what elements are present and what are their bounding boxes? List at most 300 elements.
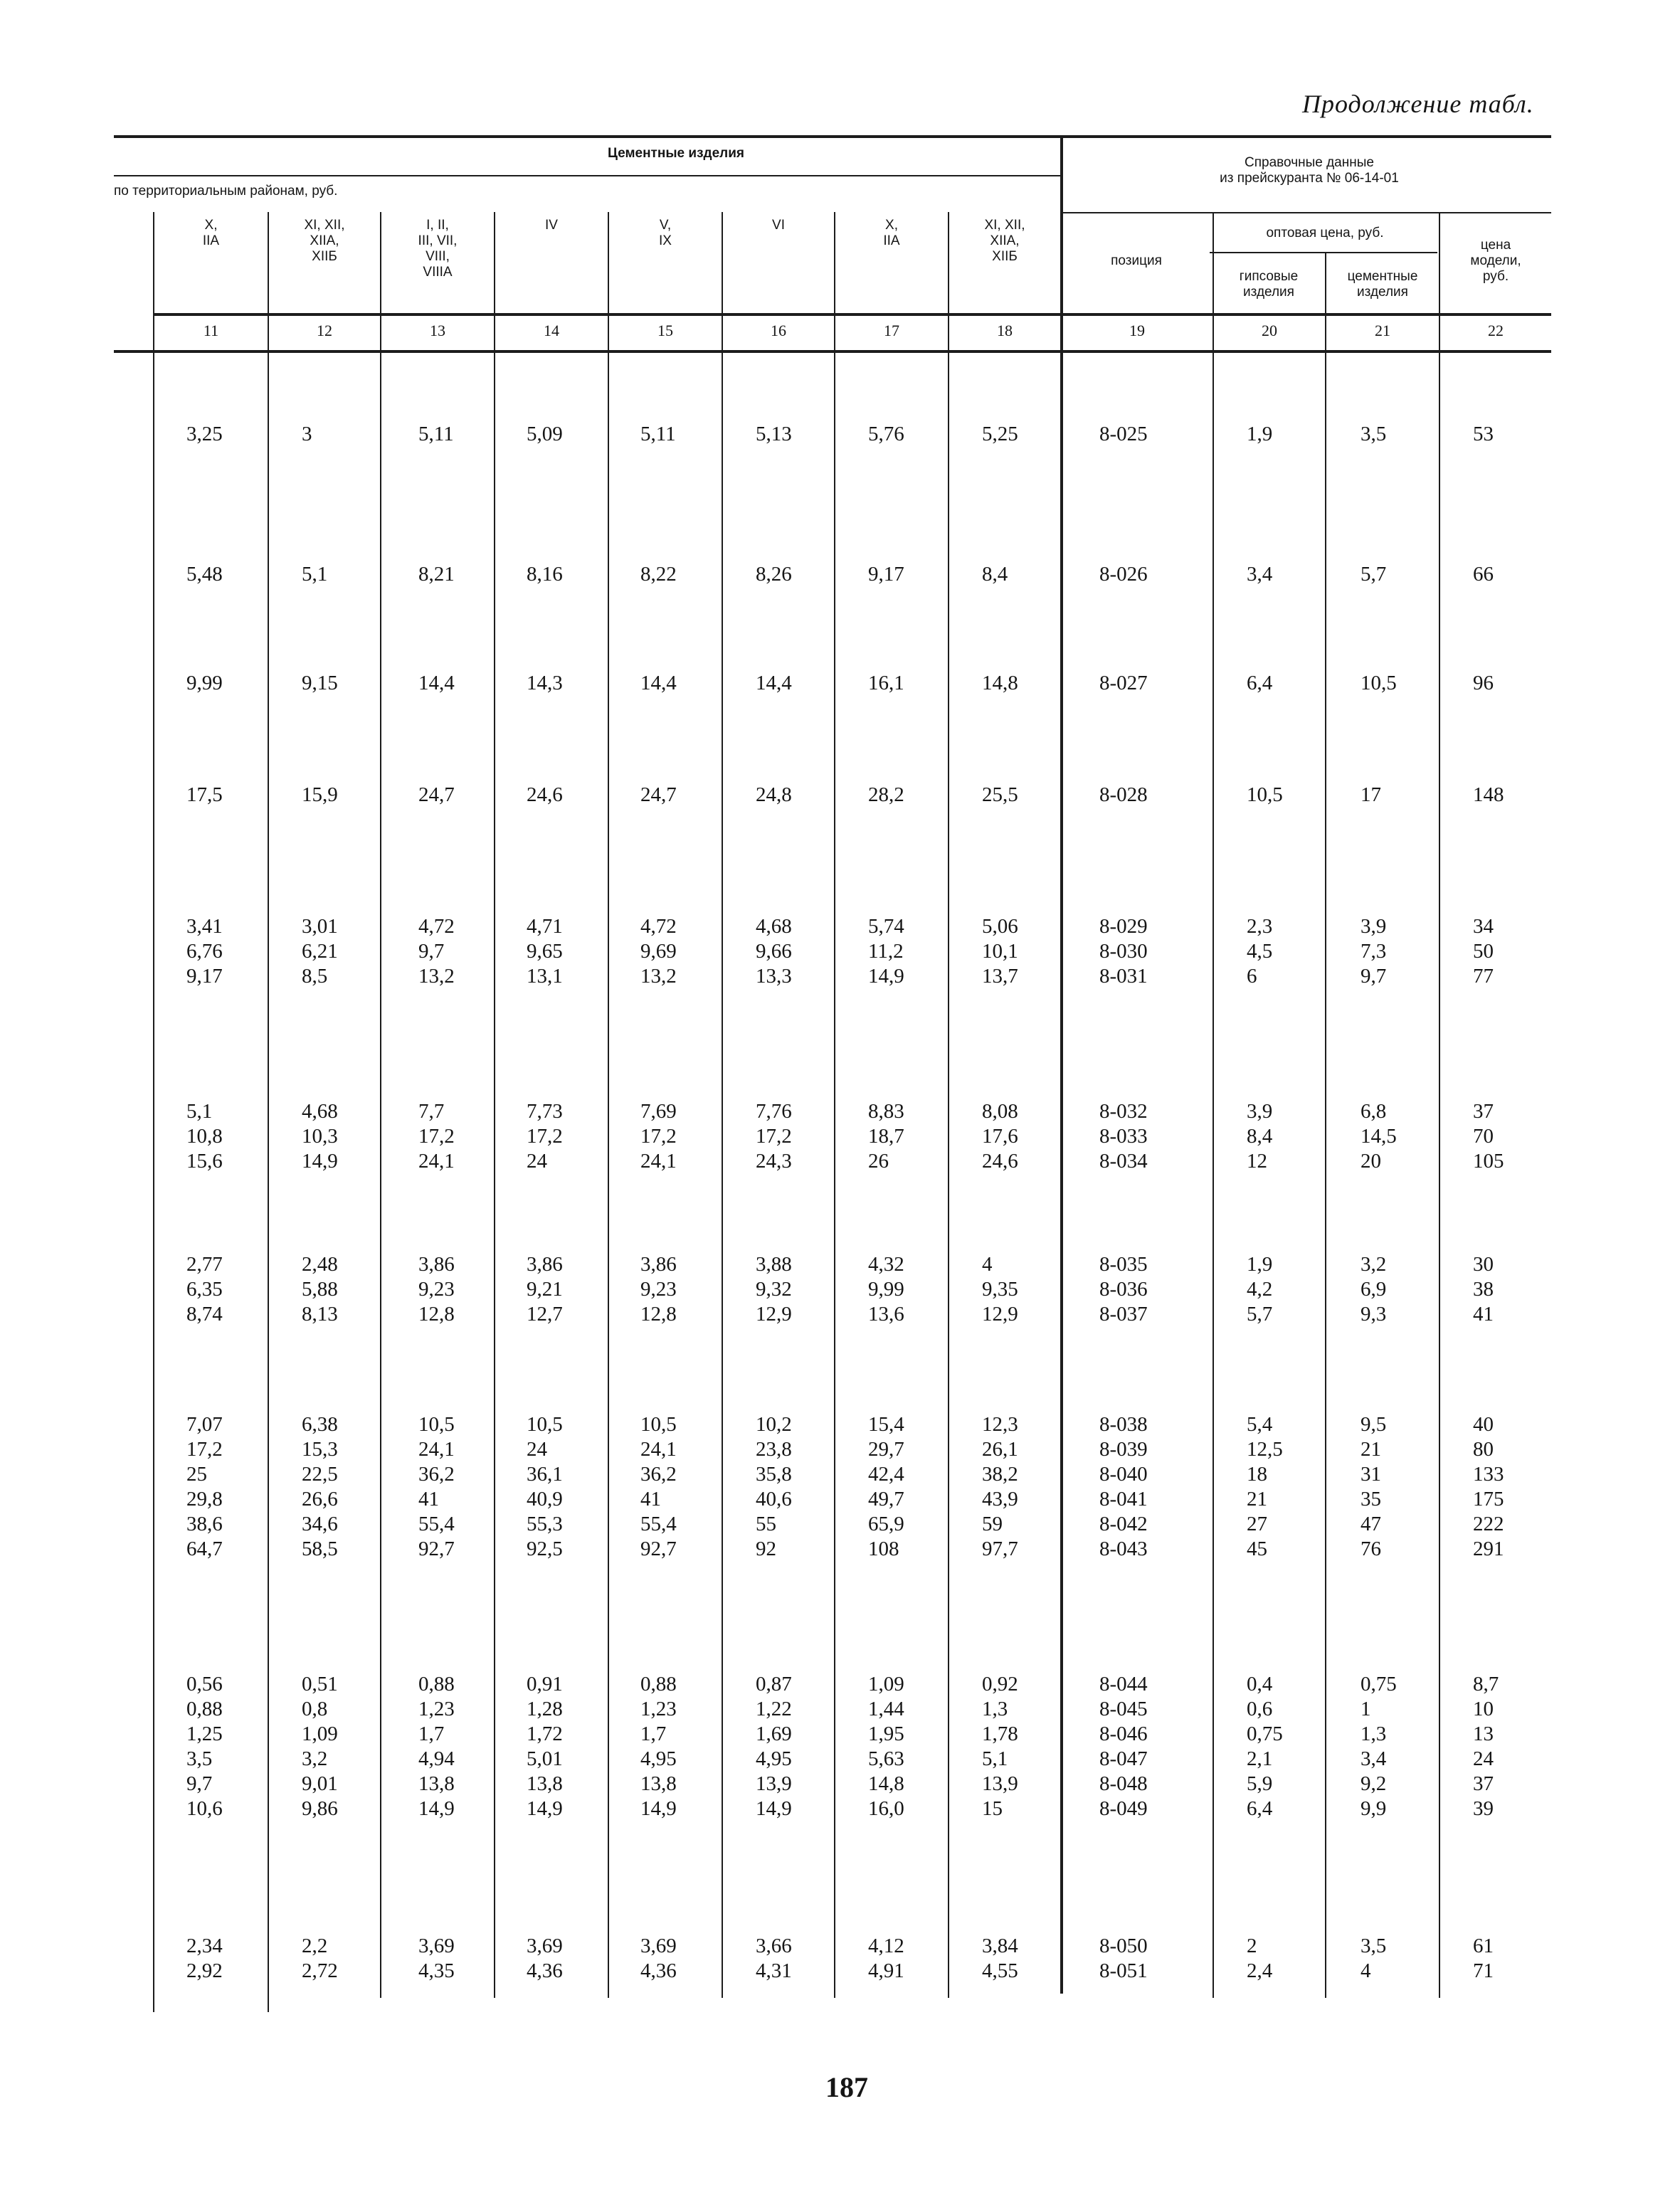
cell-value: 1,23 [640,1698,677,1720]
table-cell [527,914,563,989]
table-cell [302,1934,338,1984]
cell-value: 8,4 [1247,1125,1273,1148]
cell-value: 4,12 [868,1935,904,1957]
cell-value: 4,32 [868,1253,904,1276]
cell-value: 3,84 [982,1935,1018,1957]
cell-value: 80 [1473,1438,1494,1461]
cell-value: 3,4 [1361,1747,1387,1770]
cell-value: 5,74 [868,915,904,938]
cell-value: 148 [1473,783,1504,806]
vrule-1490 [1060,137,1063,1994]
cell-value: 0,56 [186,1673,223,1695]
cell-value: 5,1 [186,1100,213,1123]
header-region-15: V, IX [659,218,672,248]
table-cell [1247,1934,1272,1984]
header-wholesale-price: оптовая цена, руб. [1266,226,1384,240]
cell-value: 8-031 [1099,965,1148,988]
cell-value: 4,2 [1247,1278,1273,1301]
table-cell [302,671,338,696]
table-cell [756,1934,792,1984]
column-number: 12 [317,322,332,339]
cell-value: 21 [1361,1438,1381,1461]
table-cell [1361,1252,1386,1327]
cell-value: 43,9 [982,1488,1018,1511]
cell-value: 3,4 [1247,563,1273,586]
table-cell [302,1672,338,1821]
cell-value: 50 [1473,940,1494,963]
cell-value: 12,9 [982,1303,1018,1326]
cell-value: 1,23 [418,1698,455,1720]
table-cell [1361,783,1381,808]
cell-value: 6,9 [1361,1278,1387,1301]
vrule-1332 [948,212,949,1998]
table-cell [418,1934,455,1984]
table-cell [1247,1252,1272,1327]
cell-value: 40,6 [756,1488,792,1511]
cell-value: 9,7 [418,940,445,963]
cell-value: 29,8 [186,1488,223,1511]
cell-value: 28,2 [868,783,904,806]
cell-value: 1,28 [527,1698,563,1720]
cell-value: 3,69 [418,1935,455,1957]
cell-value: 2 [1247,1935,1257,1957]
cell-value: 2,34 [186,1935,223,1957]
cell-value: 9,17 [868,563,904,586]
cell-value: 15,9 [302,783,338,806]
cell-value: 37 [1473,1772,1494,1795]
cell-value: 12,8 [418,1303,455,1326]
cell-value: 10,5 [1247,783,1283,806]
cell-value: 36,1 [527,1463,563,1486]
table-cell [302,783,338,808]
column-number: 11 [203,322,219,339]
cell-value: 42,4 [868,1463,904,1486]
header-reference: Справочные данные из прейскуранта № 06-14-01 [1220,155,1399,186]
cell-value: 8-030 [1099,940,1148,963]
table-cell [640,1252,677,1327]
cell-value: 6,4 [1247,1797,1273,1820]
table-cell [1473,1672,1499,1821]
table-cell [186,1412,223,1562]
cell-value: 36,2 [640,1463,677,1486]
cell-value: 24,7 [640,783,677,806]
cell-value: 14,9 [756,1797,792,1820]
cell-value: 4 [1361,1959,1371,1982]
table-cell [1473,1934,1494,1984]
cell-value: 7,73 [527,1100,563,1123]
cell-value: 55,4 [640,1513,677,1535]
cell-value: 4,68 [756,915,792,938]
table-cell [1099,1412,1148,1562]
cell-value: 1,3 [982,1698,1008,1720]
cell-value: 18 [1247,1463,1267,1486]
table-cell [982,671,1018,696]
cell-value: 8-040 [1099,1463,1148,1486]
cell-value: 9,32 [756,1278,792,1301]
cell-value: 22,5 [302,1463,338,1486]
cell-value: 14,8 [868,1772,904,1795]
cell-value: 15,3 [302,1438,338,1461]
cell-value: 3,2 [1361,1253,1387,1276]
cell-value: 6,8 [1361,1100,1387,1123]
cell-value: 49,7 [868,1488,904,1511]
vrule-1704 [1213,212,1214,1998]
table-cell [756,1672,792,1821]
table-cell [1473,914,1494,989]
cell-value: 1,22 [756,1698,792,1720]
table-cell [302,1099,338,1174]
cell-value: 175 [1473,1488,1504,1511]
cell-value: 31 [1361,1463,1381,1486]
table-cell [527,562,563,587]
cell-value: 3,9 [1361,915,1387,938]
cell-value: 9,2 [1361,1772,1387,1795]
table-cell [756,422,792,447]
table-cell [1099,422,1148,447]
table-cell [1247,671,1272,696]
cell-value: 38,2 [982,1463,1018,1486]
cell-value: 0,75 [1361,1673,1397,1695]
cell-value: 40 [1473,1413,1494,1436]
cell-value: 10 [1473,1698,1494,1720]
cell-value: 58,5 [302,1538,338,1560]
table-cell [868,1099,904,1174]
cell-value: 3,86 [527,1253,563,1276]
table-cell [868,1252,904,1327]
cell-value: 3,25 [186,423,223,445]
cell-value: 8,21 [418,563,455,586]
table-cell [186,422,223,447]
cell-value: 40,9 [527,1488,563,1511]
cell-value: 4,35 [418,1959,455,1982]
cell-value: 14,5 [1361,1125,1397,1148]
cell-value: 7,69 [640,1100,677,1123]
rule-top [114,135,1551,138]
cell-value: 4,94 [418,1747,455,1770]
cell-value: 1,69 [756,1723,792,1745]
cell-value: 291 [1473,1538,1504,1560]
cell-value: 47 [1361,1513,1381,1535]
cell-value: 14,8 [982,672,1018,694]
cell-value: 65,9 [868,1513,904,1535]
table-cell [418,1412,455,1562]
cell-value: 4,72 [418,915,455,938]
table-cell [186,1099,223,1174]
cell-value: 13,8 [418,1772,455,1795]
cell-value: 26 [868,1150,889,1173]
table-cell [1247,914,1272,989]
table-cell [1473,1099,1504,1174]
cell-value: 6,4 [1247,672,1273,694]
cell-value: 1,09 [302,1723,338,1745]
cell-value: 108 [868,1538,899,1560]
cell-value: 0,91 [527,1673,563,1695]
cell-value: 8-049 [1099,1797,1148,1820]
cell-value: 1,3 [1361,1723,1387,1745]
cell-value: 9,99 [186,672,223,694]
cell-value: 6,38 [302,1413,338,1436]
page-number: 187 [825,2071,868,2103]
cell-value: 0,8 [302,1698,328,1720]
cell-value: 17,2 [756,1125,792,1148]
cell-value: 3,5 [1361,423,1387,445]
cell-value: 7,07 [186,1413,223,1436]
cell-value: 9,5 [1361,1413,1387,1436]
cell-value: 8,74 [186,1303,223,1326]
cell-value: 5,63 [868,1747,904,1770]
cell-value: 5,9 [1247,1772,1273,1795]
cell-value: 4 [982,1253,993,1276]
cell-value: 8,83 [868,1100,904,1123]
cell-value: 6,35 [186,1278,223,1301]
cell-value: 7,7 [418,1100,445,1123]
cell-value: 17,2 [418,1125,455,1148]
cell-value: 8-041 [1099,1488,1148,1511]
cell-value: 6,76 [186,940,223,963]
table-cell [1473,783,1504,808]
cell-value: 17,2 [186,1438,223,1461]
cell-value: 1,9 [1247,1253,1273,1276]
cell-value: 14,4 [418,672,455,694]
cell-value: 1,7 [418,1723,445,1745]
cell-value: 66 [1473,563,1494,586]
column-number: 13 [430,322,445,339]
table-cell [1473,562,1494,587]
cell-value: 9,7 [186,1772,213,1795]
cell-value: 10,3 [302,1125,338,1148]
cell-value: 13,8 [640,1772,677,1795]
cell-value: 13,9 [982,1772,1018,1795]
cell-value: 3,01 [302,915,338,938]
cell-value: 5,11 [640,423,676,445]
table-cell [302,1412,338,1562]
cell-value: 30 [1473,1253,1494,1276]
cell-value: 16,1 [868,672,904,694]
column-number: 18 [997,322,1013,339]
header-region-18: XI, XII, XIIA, XIIБ [984,218,1025,264]
cell-value: 15,6 [186,1150,223,1173]
cell-value: 10,6 [186,1797,223,1820]
cell-value: 25,5 [982,783,1018,806]
cell-value: 17,5 [186,783,223,806]
rule-sub-wholesale [1210,252,1437,253]
cell-value: 14,9 [527,1797,563,1820]
cell-value: 24,8 [756,783,792,806]
table-cell [640,1099,677,1174]
cell-value: 8-042 [1099,1513,1148,1535]
table-cell [186,671,223,696]
cell-value: 17 [1361,783,1381,806]
table-cell [302,562,327,587]
cell-value: 3,88 [756,1253,792,1276]
table-cell [186,783,223,808]
cell-value: 64,7 [186,1538,223,1560]
cell-value: 12,3 [982,1413,1018,1436]
cell-value: 8-039 [1099,1438,1148,1461]
table-cell [1099,1252,1148,1327]
cell-value: 3,69 [527,1935,563,1957]
table-cell [982,783,1018,808]
cell-value: 8-051 [1099,1959,1148,1982]
header-territorial-note: по территориальным районам, руб. [114,184,338,199]
table-cell [756,783,792,808]
table-cell [868,1412,904,1562]
cell-value: 8,5 [302,965,328,988]
header-region-11: X, IIA [202,218,220,248]
table-cell [756,1099,792,1174]
table-cell [186,562,223,587]
cell-value: 9,9 [1361,1797,1387,1820]
cell-value: 4,5 [1247,940,1273,963]
cell-value: 70 [1473,1125,1494,1148]
table-cell [1247,422,1272,447]
cell-value: 24,1 [640,1150,677,1173]
cell-value: 24,3 [756,1150,792,1173]
cell-value: 9,69 [640,940,677,963]
table-cell [982,1099,1018,1174]
table-cell [640,1934,677,1984]
column-number: 22 [1488,322,1504,339]
table-cell [1473,1412,1504,1562]
header-region-16: VI [772,218,785,233]
cell-value: 17,6 [982,1125,1018,1148]
table-cell [1247,1412,1283,1562]
column-number: 14 [544,322,559,339]
cell-value: 1,95 [868,1723,904,1745]
cell-value: 35,8 [756,1463,792,1486]
cell-value: 17,2 [640,1125,677,1148]
cell-value: 2,72 [302,1959,338,1982]
table-cell [982,562,1008,587]
table-cell [418,422,454,447]
cell-value: 10,1 [982,940,1018,963]
cell-value: 12,5 [1247,1438,1283,1461]
cell-value: 105 [1473,1150,1504,1173]
cell-value: 4,31 [756,1959,792,1982]
cell-value: 4,55 [982,1959,1018,1982]
cell-value: 0,88 [186,1698,223,1720]
vrule-1014 [722,212,723,1998]
cell-value: 8-029 [1099,915,1148,938]
vrule-534 [380,212,381,1998]
vrule-854 [608,212,609,1998]
cell-value: 5,06 [982,915,1018,938]
cell-value: 36,2 [418,1463,455,1486]
cell-value: 4,72 [640,915,677,938]
table-cell [418,671,455,696]
cell-value: 41 [418,1488,439,1511]
cell-value: 96 [1473,672,1494,694]
table-cell [1247,562,1272,587]
table-cell [302,914,338,989]
table-cell [982,914,1018,989]
cell-value: 13,1 [527,965,563,988]
table-cell [418,1672,455,1821]
table-cell [868,914,904,989]
table-cell [640,562,677,587]
cell-value: 1,9 [1247,423,1273,445]
column-number: 21 [1375,322,1390,339]
rule-header-bottom [153,313,1551,316]
cell-value: 5,7 [1247,1303,1273,1326]
cell-value: 4,71 [527,915,563,938]
table-cell [527,1412,563,1562]
cell-value: 24,1 [418,1438,455,1461]
cell-value: 5,88 [302,1278,338,1301]
table-cell [1247,1672,1283,1821]
column-number: 16 [771,322,786,339]
cell-value: 12,7 [527,1303,563,1326]
cell-value: 4,95 [640,1747,677,1770]
header-region-14: IV [545,218,558,233]
cell-value: 77 [1473,965,1494,988]
cell-value: 3,5 [186,1747,213,1770]
cell-value: 16,0 [868,1797,904,1820]
cell-value: 2,1 [1247,1747,1273,1770]
cell-value: 3,66 [756,1935,792,1957]
cell-value: 9,86 [302,1797,338,1820]
cell-value: 3 [302,423,312,445]
cell-value: 2,92 [186,1959,223,1982]
table-cell [418,562,455,587]
cell-value: 41 [1473,1303,1494,1326]
table-cell [527,1099,563,1174]
header-model-price: цена модели, руб. [1470,238,1521,284]
cell-value: 5,11 [418,423,454,445]
table-cell [1099,914,1148,989]
cell-value: 39 [1473,1797,1494,1820]
cell-value: 15 [982,1797,1003,1820]
cell-value: 10,2 [756,1413,792,1436]
table-cell [756,914,792,989]
table-cell [1247,783,1283,808]
cell-value: 92,7 [418,1538,455,1560]
table-cell [640,914,677,989]
cell-value: 8,4 [982,563,1008,586]
rule-colnum-bottom [114,350,1551,353]
cell-value: 8-044 [1099,1673,1148,1695]
cell-value: 8,22 [640,563,677,586]
table-cell [1099,1099,1148,1174]
rule-sub-reference [1060,212,1551,213]
cell-value: 5,4 [1247,1413,1273,1436]
header-position: позиция [1111,253,1162,268]
cell-value: 4,36 [527,1959,563,1982]
table-cell [1473,1252,1494,1327]
cell-value: 8,7 [1473,1673,1499,1695]
cell-value: 9,7 [1361,965,1387,988]
cell-value: 8-027 [1099,672,1148,694]
cell-value: 34 [1473,915,1494,938]
cell-value: 8-047 [1099,1747,1148,1770]
cell-value: 8-046 [1099,1723,1148,1745]
cell-value: 2,77 [186,1253,223,1276]
cell-value: 76 [1361,1538,1381,1560]
table-cell [418,914,455,989]
cell-value: 5,76 [868,423,904,445]
cell-value: 24,7 [418,783,455,806]
cell-value: 26,1 [982,1438,1018,1461]
cell-value: 23,8 [756,1438,792,1461]
cell-value: 25 [186,1463,207,1486]
vrule-2022 [1439,212,1440,1998]
table-cell [1099,1672,1148,1821]
cell-value: 13,9 [756,1772,792,1795]
table-cell [1473,671,1494,696]
cell-value: 24 [527,1150,547,1173]
cell-value: 9,15 [302,672,338,694]
cell-value: 14,4 [640,672,677,694]
